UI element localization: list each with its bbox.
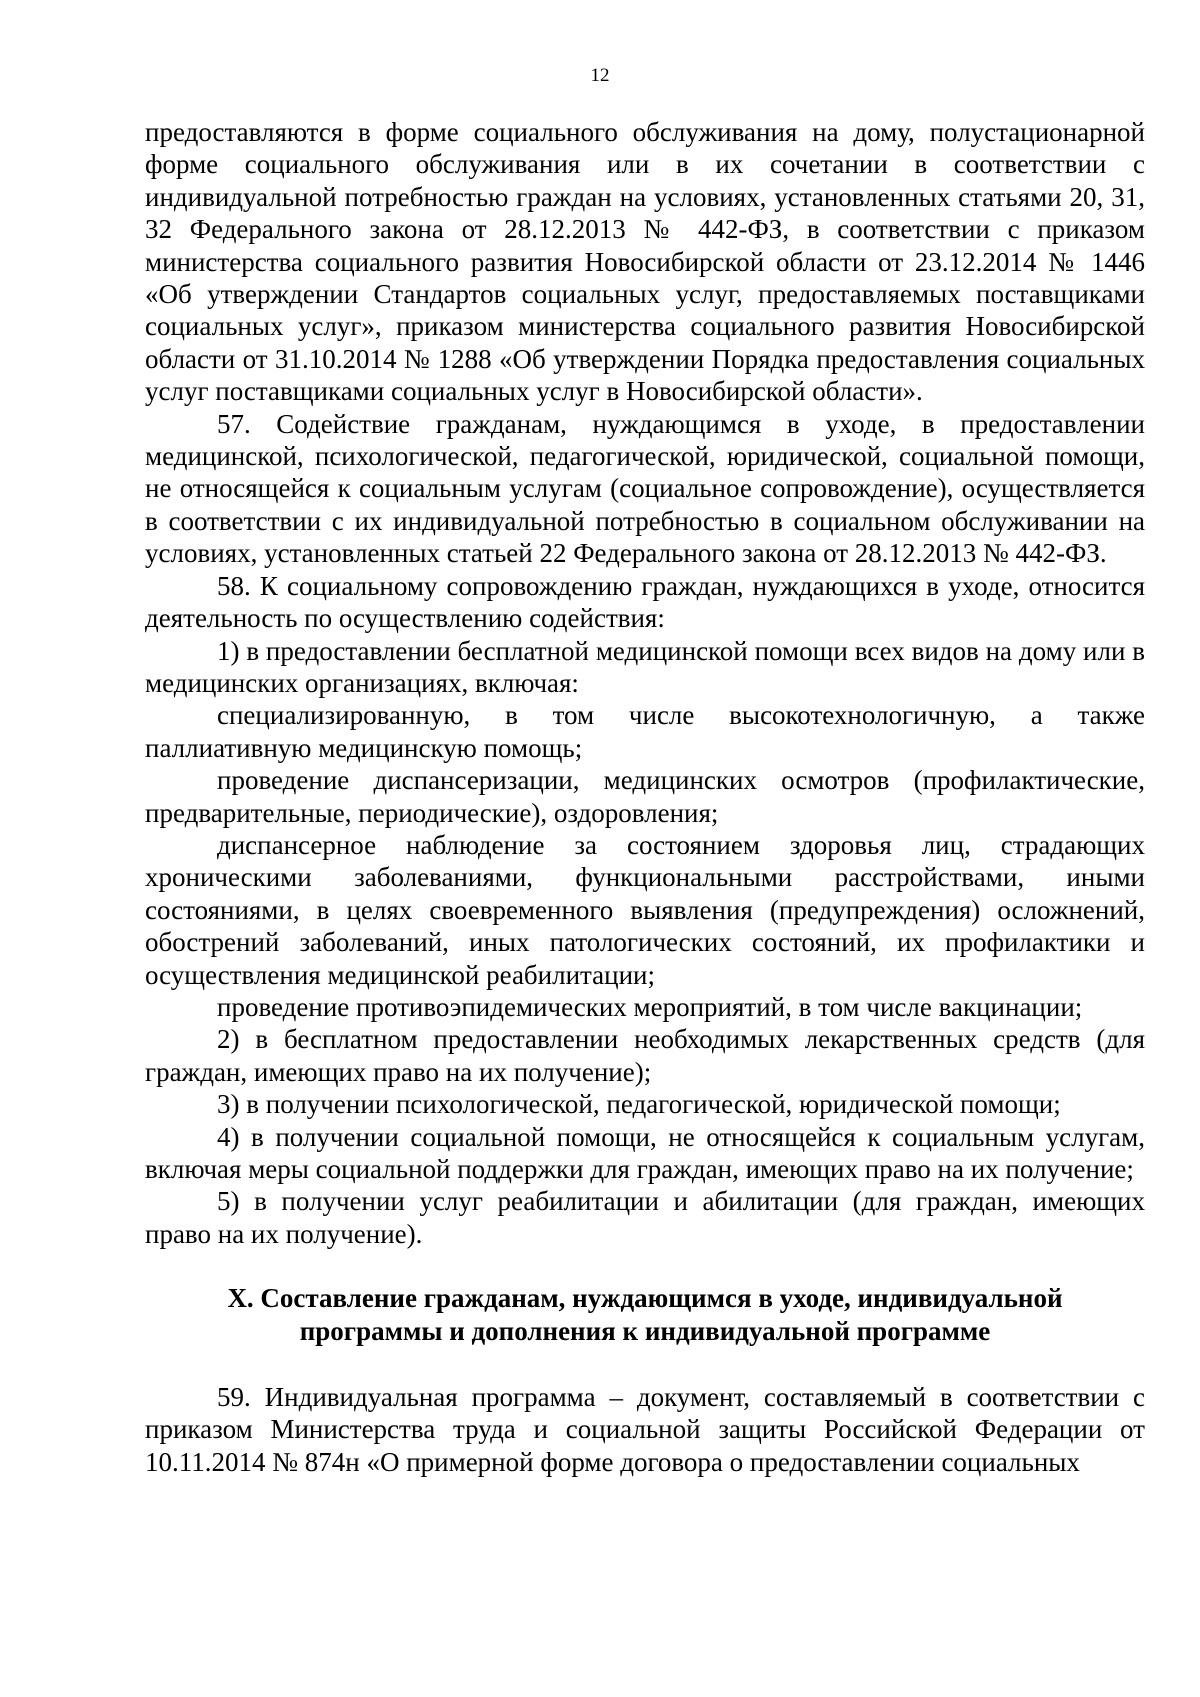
sub-item-medical-examination: проведение диспансеризации, медицинских осмотров (профилактические, предварительные, периодические), оздоровления; (145, 765, 1145, 828)
sub-item-dispensary-observation: диспансерное наблюдение за состоянием здоровья лиц, страдающих хроническими заболеваниями, функциональными расстройствами, иными состояниями, в целях своевременного выявления (предупреждения) осложнений, обострений заболеваний, иных патологических состояний, их профилактики и осуществления медицинской реабилитации; (145, 829, 1145, 990)
paragraph-58: 58. К социальному сопровождению граждан, нуждающихся в уходе, относится деятельность по осуществлению содействия: (145, 570, 1145, 634)
paragraph-59: 59. Индивидуальная программа – документ, составляемый в соответствии с приказом Министерства труда и социальной защиты Российской Федерации от 10.11.2014 № 874н «О примерной форме договора о предоставлении социальных (145, 1382, 1145, 1477)
paragraph-continuation: предоставляются в форме социального обслуживания на дому, полустационарной форме социального обслуживания или в их сочетании в соответствии с индивидуальной потребностью граждан на условиях, установленных статьями 20, 31, 32 Федерального закона от 28.12.2013 № 442-ФЗ, в соответствии с приказом министерства социального развития Новосибирской области от 23.12.2014 № 1446 «Об утверждении Стандартов социальных услуг, предоставляемых поставщиками социальных услуг», приказом министерства социального развития Новосибирской области от 31.10.2014 № 1288 «Об утверждении Порядка предоставления социальных услуг поставщиками социальных услуг в Новосибирской области». (145, 117, 1145, 407)
list-item-4: 4) в получении социальной помощи, не относящейся к социальным услугам, включая меры социальной поддержки для граждан, имеющих право на их получение; (145, 1121, 1145, 1184)
list-item-1: 1) в предоставлении бесплатной медицинской помощи всех видов на дому или в медицинских организациях, включая: (145, 635, 1145, 698)
section-heading (145, 1282, 1145, 1347)
list-item-2: 2) в бесплатном предоставлении необходимых лекарственных средств (для граждан, имеющих право на их получение); (145, 1024, 1145, 1087)
list-item-3: 3) в получении психологической, педагогической, юридической помощи; (217, 1089, 1061, 1120)
page-number: 12 (590, 65, 610, 86)
sub-item-specialized-care: специализированную, в том числе высокотехнологичную, а также паллиативную медицинскую помощь; (145, 700, 1145, 763)
section-heading-line-2: программы и дополнения к индивидуальной программе (299, 1315, 991, 1346)
paragraph-57: 57. Содействие гражданам, нуждающимся в уходе, в предоставлении медицинской, психологической, педагогической, юридической, социальной помощи, не относящейся к социальным услугам (социальное сопровождение), осуществляется в соответствии с их индивидуальной потребностью в социальном обслуживании на условиях, установленных статьей 22 Федерального закона от 28.12.2013 № 442-ФЗ. (145, 408, 1145, 569)
section-heading-line-1: X. Составление гражданам, нуждающимся в уходе, индивидуальной (227, 1283, 1063, 1314)
list-item-5: 5) в получении услуг реабилитации и абилитации (для граждан, имеющих право на их получение). (145, 1186, 1145, 1249)
sub-item-vaccination: проведение противоэпидемических мероприятий, в том числе вакцинации; (217, 991, 1083, 1022)
document-body (145, 116, 1145, 1478)
